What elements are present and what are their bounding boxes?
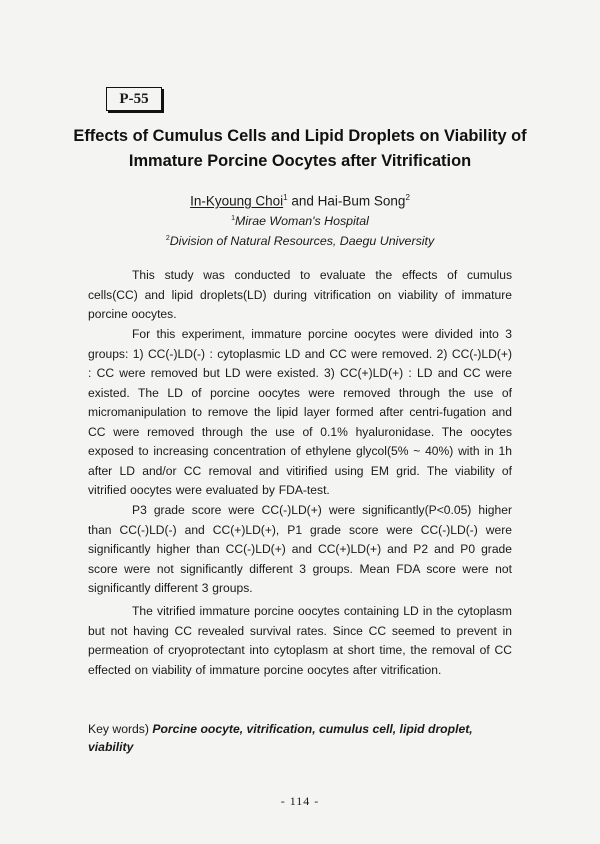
paragraph-text: This study was conducted to evaluate the effects of cumulus cells(CC) and lipid droplets(LD) during vitrification on viability of immature porcine oocytes. xyxy=(88,268,512,321)
paragraph-text: For this experiment, immature porcine oocytes were divided into 3 groups: 1) CC(-)LD(-) : cytoplasmic LD and CC were removed. 2) CC(-)LD(+) : CC were removed but LD were existed. 3) CC(+)LD(+) : LD and CC were existed. The LD of porcine oocytes were removed through the use of micromanipulation to remove the lipid layer formed after centri-fugation and CC were removed through the use of 0.1% hyaluronidase. The oocytes exposed to increasing concentration of ethylene glycol(5% ~ 40%) with in 1h after LD and/or CC removal and vitirified using EM grid. The viability of vitrified oocytes were evaluated by FDA-test. xyxy=(88,327,512,497)
affiliation-1-superscript: 1 xyxy=(231,214,235,222)
affiliation-2-text: Division of Natural Resources, Daegu University xyxy=(169,234,435,248)
abstract-paragraph-1 xyxy=(88,266,512,325)
paper-title: Effects of Cumulus Cells and Lipid Droplets on Viability of Immature Porcine Oocytes after Vitrification xyxy=(73,127,527,170)
author-2: Hai-Bum Song xyxy=(317,193,406,209)
keywords-line xyxy=(88,720,518,756)
author-2-superscript: 2 xyxy=(405,193,410,202)
abstract-paragraph-2 xyxy=(88,325,512,501)
affiliation-2 xyxy=(0,234,600,248)
abstract-paragraph-4 xyxy=(88,602,512,680)
keywords-values: Porcine oocyte, vitrification, cumulus cell, lipid droplet, viability xyxy=(88,722,473,754)
abstract-code: P-55 xyxy=(119,90,149,107)
author-line xyxy=(0,193,600,209)
paragraph-text: The vitrified immature porcine oocytes containing LD in the cytoplasm but not having CC revealed survival rates. Since CC seemed to prevent in permeation of cryoprotectant into cytoplasm at short time, the removal of CC effected on viability of immature porcine oocytes after vitrification. xyxy=(88,604,512,677)
paragraph-text: P3 grade score were CC(-)LD(+) were significantly(P<0.05) higher than CC(-)LD(-) and CC(+)LD(+), P1 grade score were CC(-)LD(-) were significantly higher than CC(-)LD(+) and CC(+)LD(+) and P2 and P0 grade score were not significantly different 3 groups. Mean FDA score were not significantly different 3 groups. xyxy=(88,503,512,595)
author-1: In-Kyoung Choi xyxy=(190,193,284,209)
page-number: - 114 - xyxy=(280,794,320,808)
author-joiner: and xyxy=(287,193,318,209)
keywords-label: Key words) xyxy=(88,722,149,736)
affiliation-1-text: Mirae Woman's Hospital xyxy=(235,214,369,228)
affiliation-2-superscript: 2 xyxy=(165,234,170,242)
abstract-code-box xyxy=(106,87,162,111)
author-1-superscript: 1 xyxy=(283,193,288,202)
affiliation-1 xyxy=(0,214,600,228)
abstract-paragraph-3 xyxy=(88,501,512,599)
